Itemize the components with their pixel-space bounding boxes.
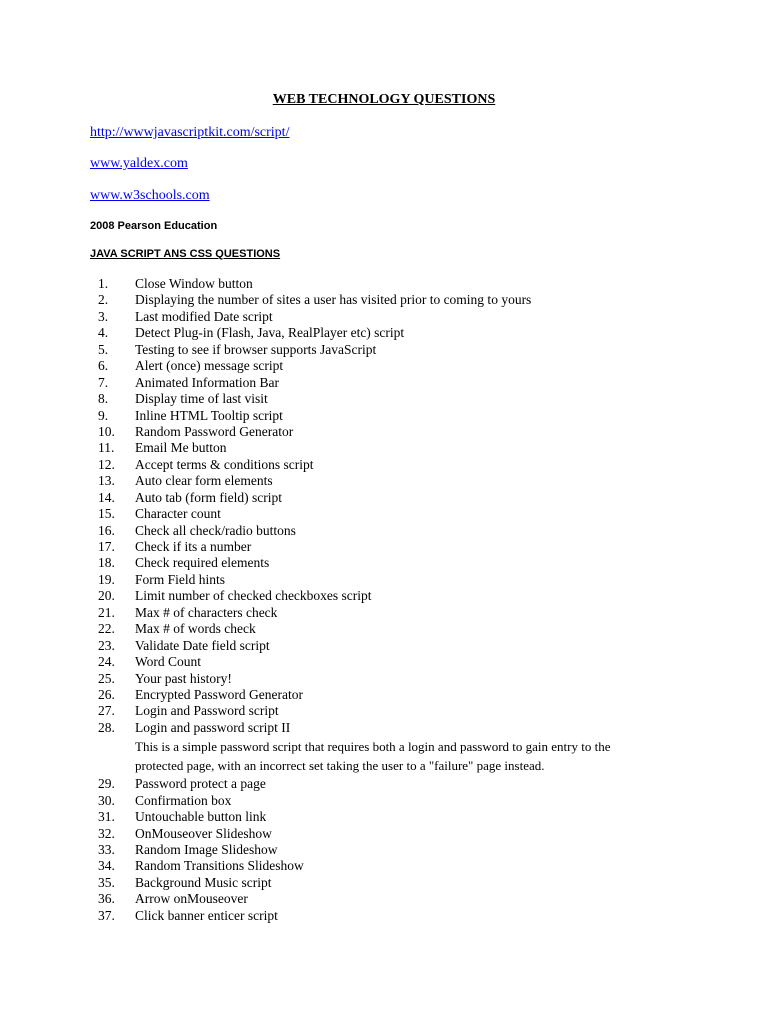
list-item-number: 26. — [98, 686, 115, 702]
list-item-text: Character count — [135, 506, 221, 522]
list-item-text: Animated Information Bar — [135, 374, 279, 390]
list-item — [0, 440, 768, 456]
list-item — [0, 720, 768, 736]
list-item-number: 21. — [98, 604, 115, 620]
list-item — [0, 809, 768, 825]
link-yaldex[interactable]: www.yaldex.com — [90, 156, 188, 171]
list-item-number: 16. — [98, 522, 115, 538]
list-item — [0, 588, 768, 604]
list-item-text: Password protect a page — [135, 776, 266, 792]
list-item-text: Inline HTML Tooltip script — [135, 407, 283, 423]
list-item-number: 7. — [98, 374, 109, 390]
list-item — [0, 654, 768, 670]
list-item-number: 24. — [98, 654, 115, 670]
list-item-text: Display time of last visit — [135, 391, 268, 407]
list-item — [0, 358, 768, 374]
list-item-text: Check required elements — [135, 555, 270, 571]
list-item-text: Random Password Generator — [135, 423, 294, 439]
list-item-number: 35. — [98, 874, 115, 890]
list-item — [0, 506, 768, 522]
list-item-text: Displaying the number of sites a user has visited prior to coming to yours — [135, 292, 532, 308]
list-item-number: 37. — [98, 907, 115, 923]
list-item-text: Arrow onMouseover — [135, 891, 248, 907]
list-item-number: 36. — [98, 891, 115, 907]
list-item-text: Limit number of checked checkboxes script — [135, 588, 372, 604]
list-item-text: Check all check/radio buttons — [135, 522, 296, 538]
list-item-number: 11. — [98, 440, 115, 456]
list-item — [0, 276, 768, 292]
list-item — [0, 424, 768, 440]
list-item-text: Random Image Slideshow — [135, 842, 278, 857]
list-item-text: Word Count — [135, 654, 202, 670]
list-item-text: Login and password script II — [135, 719, 291, 735]
list-item-text: Accept terms & conditions script — [135, 456, 314, 472]
list-item-number: 29. — [98, 776, 115, 792]
list-item-text: Untouchable button link — [135, 809, 267, 825]
list-item — [0, 875, 768, 891]
list-item — [0, 908, 768, 924]
list-item — [0, 776, 768, 792]
link-w3schools[interactable]: www.w3schools.com — [90, 188, 210, 203]
list-item-number: 34. — [98, 858, 115, 874]
list-item — [0, 490, 768, 506]
list-item — [0, 391, 768, 407]
list-item-number: 27. — [98, 703, 115, 719]
list-item — [0, 408, 768, 424]
list-item — [0, 605, 768, 621]
list-item — [0, 621, 768, 637]
section-heading: JAVA SCRIPT ANS CSS QUESTIONS — [90, 248, 281, 260]
list-item-text: Alert (once) message script — [135, 358, 284, 374]
list-item-text: Max # of words check — [135, 621, 256, 637]
list-item-number: 28. — [98, 719, 115, 735]
list-item — [0, 572, 768, 588]
list-item-number: 32. — [98, 825, 115, 841]
list-item — [0, 523, 768, 539]
list-item — [0, 342, 768, 358]
list-item-text: Auto clear form elements — [135, 473, 273, 489]
list-item-number: 8. — [98, 391, 109, 407]
list-item-text: Confirmation box — [135, 792, 232, 808]
document-title: WEB TECHNOLOGY QUESTIONS — [272, 92, 496, 107]
list-item-number: 18. — [98, 555, 115, 571]
list-item-number: 10. — [98, 423, 115, 439]
list-item-text: Your past history! — [135, 670, 232, 686]
list-item-number: 3. — [98, 308, 109, 324]
list-item — [0, 555, 768, 571]
list-item-text: Click banner enticer script — [135, 907, 278, 923]
list-item-text: Close Window button — [135, 276, 253, 291]
list-item — [0, 375, 768, 391]
list-item-number: 13. — [98, 473, 115, 489]
list-item-text: Detect Plug-in (Flash, Java, RealPlayer etc) script — [135, 325, 405, 341]
list-item — [0, 703, 768, 719]
list-item-description: This is a simple password script that requires both a login and password to gain entry to the protected page, with an incorrect set taking the user to a "failure" page instead. — [135, 739, 611, 774]
list-item-number: 25. — [98, 670, 115, 686]
list-item-number: 19. — [98, 571, 115, 587]
list-item-number: 12. — [98, 456, 115, 472]
list-item — [0, 826, 768, 842]
list-item-number: 1. — [98, 276, 109, 291]
list-item-text: Login and Password script — [135, 703, 279, 719]
list-item — [0, 325, 768, 341]
publisher-note: 2008 Pearson Education — [90, 220, 218, 232]
list-item-text: OnMouseover Slideshow — [135, 825, 272, 841]
list-item-text: Max # of characters check — [135, 604, 278, 620]
list-item — [0, 292, 768, 308]
list-item-number: 15. — [98, 506, 115, 522]
list-item-text: Background Music script — [135, 874, 272, 890]
list-item-number: 2. — [98, 292, 109, 308]
list-item-number: 31. — [98, 809, 115, 825]
list-item-text: Encrypted Password Generator — [135, 686, 303, 702]
list-item — [0, 858, 768, 874]
list-item-number: 22. — [98, 621, 115, 637]
list-item-number: 33. — [98, 842, 115, 857]
list-item-text: Check if its a number — [135, 539, 252, 554]
list-item — [0, 687, 768, 703]
list-item-number: 5. — [98, 341, 109, 357]
list-item — [0, 842, 768, 858]
list-item-text: Auto tab (form field) script — [135, 489, 282, 505]
list-item — [0, 793, 768, 809]
list-item-text: Last modified Date script — [135, 308, 273, 324]
list-item-number: 9. — [98, 407, 109, 423]
list-item-number: 4. — [98, 325, 109, 341]
list-item — [0, 891, 768, 907]
list-item-text: Validate Date field script — [135, 637, 270, 653]
list-item-text: Form Field hints — [135, 571, 226, 587]
list-item-text: Email Me button — [135, 440, 227, 456]
list-item — [0, 457, 768, 473]
list-item-text: Random Transitions Slideshow — [135, 858, 304, 874]
list-item-number: 30. — [98, 792, 115, 808]
link-javascriptkit[interactable]: http://wwwjavascriptkit.com/script/ — [90, 125, 290, 140]
list-item-text: Testing to see if browser supports JavaScript — [135, 341, 377, 357]
list-item-number: 14. — [98, 489, 115, 505]
list-item — [0, 671, 768, 687]
list-item-number: 6. — [98, 358, 109, 374]
list-item-number: 20. — [98, 588, 115, 604]
list-item — [0, 473, 768, 489]
list-item-number: 23. — [98, 637, 115, 653]
list-item-number: 17. — [98, 539, 115, 554]
list-item — [0, 539, 768, 555]
list-item — [0, 309, 768, 325]
question-list — [0, 276, 768, 924]
list-item — [0, 638, 768, 654]
